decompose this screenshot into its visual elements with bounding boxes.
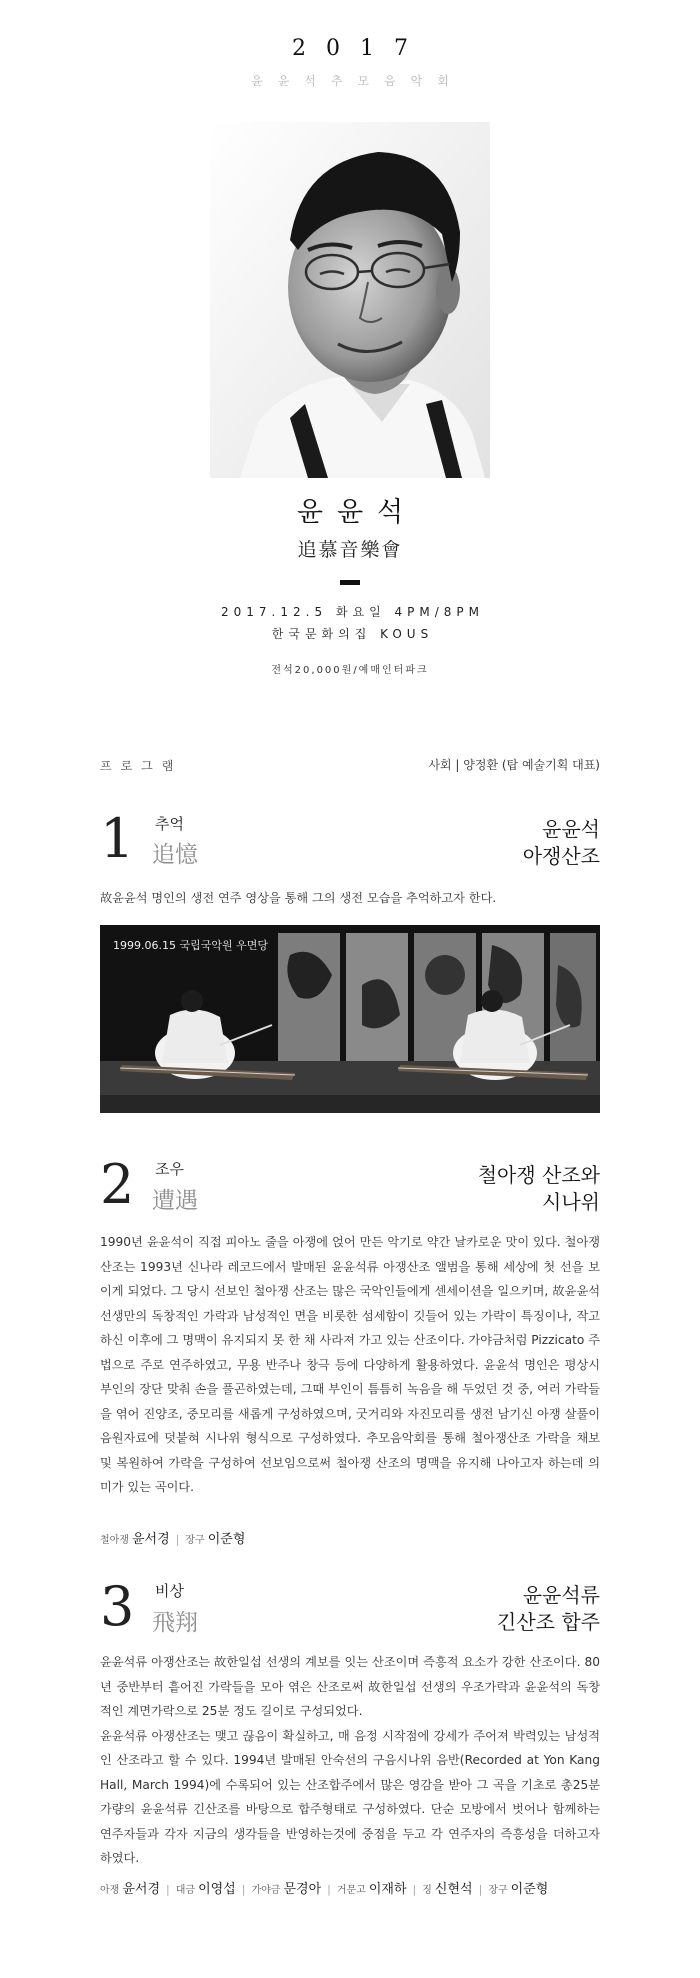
section-3-work <box>497 1582 600 1636</box>
credit-name: 이준형 <box>510 1882 549 1897</box>
program-label: 프로그램 <box>100 759 183 773</box>
section-3-korean-title: 비상 <box>155 1582 184 1600</box>
ticket-info: 전석20,000원/예매인터파크 <box>271 665 429 676</box>
section-2-korean-title: 조우 <box>155 1160 184 1178</box>
section-1-hanja-title: 追憶 <box>152 842 198 868</box>
separator: | <box>478 1883 483 1896</box>
section-3-work-line-2: 긴산조 합주 <box>497 1610 600 1634</box>
separator: | <box>327 1883 331 1896</box>
separator: | <box>175 1533 180 1546</box>
credit-role: 장구 <box>488 1885 508 1896</box>
credit-role: 가야금 <box>251 1885 281 1896</box>
section-3-credits <box>100 1878 548 1897</box>
performer-name: 윤윤석 <box>296 497 418 528</box>
section-2-work <box>478 1162 600 1216</box>
credit-role: 거문고 <box>336 1885 366 1896</box>
section-2-credits <box>100 1528 245 1547</box>
section-2-number: 2 <box>100 1153 135 1216</box>
separator: | <box>241 1883 246 1896</box>
section-3-paragraph-1: 윤윤석류 아쟁산조는 故한일섭 선생의 계보를 잇는 산조이며 즉흥적 요소가 강한 산조이다. 80년 중반부터 흩어진 가락들을 모아 엮은 산조로써 故한일섭 선생의 우조가락과 윤윤석의 독창적인 계면가락으로 25분 정도 길이로 구성되었다. <box>100 1655 600 1718</box>
section-1-number: 1 <box>100 807 135 870</box>
credit-name: 윤서경 <box>131 1532 170 1547</box>
section-3-hanja-title: 飛翔 <box>152 1610 198 1636</box>
mc-info: 사회 | 양정환 (탑 예술기획 대표) <box>428 758 600 772</box>
concert-datetime: 2017.12.5 화요일 4PM/8PM <box>221 605 484 619</box>
credit-role: 징 <box>422 1885 432 1896</box>
section-3-description <box>100 1650 600 1871</box>
credit-role: 대금 <box>175 1885 196 1896</box>
section-1-work-line-1: 윤윤석 <box>542 817 600 841</box>
credit-role: 아쟁 <box>100 1885 120 1896</box>
event-subtitle: 윤윤석추모음악회 <box>251 74 464 88</box>
concert-venue: 한국문화의집 KOUS <box>271 627 434 641</box>
credit-name: 문경아 <box>283 1882 322 1897</box>
concert-title: 追慕音樂會 <box>297 539 403 561</box>
credit-name: 신현석 <box>434 1882 473 1897</box>
performance-photo <box>100 925 600 1113</box>
section-3-number: 3 <box>100 1575 135 1638</box>
section-1-work <box>523 816 600 870</box>
credit-name: 이준형 <box>207 1532 246 1547</box>
credit-role: 철아쟁 <box>100 1535 129 1546</box>
section-3-work-line-1: 윤윤석류 <box>522 1583 600 1607</box>
section-2-description: 1990년 윤윤석이 직접 피아노 줄을 아쟁에 얹어 만든 악기로 약간 날카로운 맛이 있다. 철아쟁 산조는 1993년 신나라 레코드에서 발매된 윤윤석류 아쟁산조 앨범을 통해 세상에 첫 선을 보이게 되었다. 그 당시 선보인 철아쟁 산조는 많은 국악인들에게 센세이션을 일으키며, 故윤윤석 선생만의 독창적인 가락과 남성적인 면을 비롯한 섬세함이 깃들어 있는 가락이 특징이나, 작고하신 이후에 그 명맥이 유지되지 못 한 채 사라져 가고 있는 산조이다. 가야금처럼 Pizzicato 주법으로 주로 연주하였고, 무용 반주나 창극 등에 다양하게 활용하였다. 윤윤석 명인은 평상시 부인의 장단 맞춰 손을 풀곤하였는데, 그때 부인이 틈틈히 녹음을 해 두었던 것 중, 여러 가락들을 엮어 진양조, 중모리를 새롭게 구성하였으며, 굿거리와 자진모리를 생전 남기신 아쟁 살풀이 음원자료에 덧붙혀 시나위 형식으로 구성하였다. 추모음악회를 통해 철아쟁산조 가락을 채보 및 복원하여 가락을 구성하여 선보임으로써 철아쟁 산조의 명맥을 유지해 나아고자 하는데 의미가 있는 곡이다. <box>100 1235 600 1494</box>
section-1-description: 故윤윤석 명인의 생전 연주 영상을 통해 그의 생전 모습을 추억하고자 한다. <box>100 891 497 905</box>
photo-caption: 1999.06.15 국립국악원 우면당 <box>113 939 268 952</box>
divider <box>340 580 360 585</box>
credit-name: 이재하 <box>368 1882 407 1897</box>
separator: | <box>412 1883 417 1896</box>
separator: | <box>166 1883 170 1896</box>
section-2-work-line-2: 시나위 <box>542 1190 600 1214</box>
portrait-photo <box>210 122 490 478</box>
section-3-paragraph-2: 윤윤석류 아쟁산조는 맺고 끊음이 확실하고, 매 음정 시작점에 강세가 주어져 박력있는 남성적인 산조라고 할 수 있다. 1994년 발매된 안숙선의 구음시나위 음반(Recorded at Yon Kang Hall, March 1994)에 수록되어 있는 산조합주에서 많은 영감을 받아 그 곡을 기초로 총25분 가량의 윤윤석류 긴산조를 바탕으로 합주형태로 구성하였다. 단순 모방에서 벗어나 함께하는 연주자들과 각자 지금의 생각들을 반영하는것에 중점을 두고 각 연주자의 즉흥성을 더하고자 하였다. <box>100 1728 600 1865</box>
credit-role: 장구 <box>185 1535 205 1546</box>
section-2-work-line-1: 철아쟁 산조와 <box>477 1163 600 1187</box>
year: 2017 <box>292 36 428 61</box>
credit-name: 이영섭 <box>198 1882 236 1897</box>
credit-name: 윤서경 <box>122 1882 161 1897</box>
section-1-work-line-2: 아쟁산조 <box>522 844 600 868</box>
section-1-korean-title: 추억 <box>155 815 184 833</box>
section-2-hanja-title: 遭遇 <box>152 1188 198 1214</box>
